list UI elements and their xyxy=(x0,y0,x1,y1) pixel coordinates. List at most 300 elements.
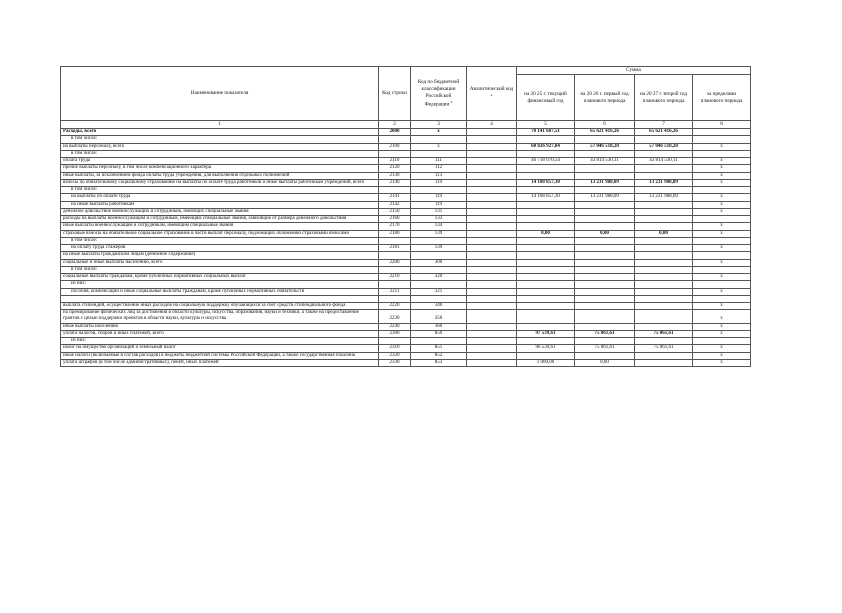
row-budget-code: 340 xyxy=(411,302,467,309)
row-budget-code: x xyxy=(411,129,467,136)
row-line-code: 2200 xyxy=(379,259,411,266)
row-name: расходы на выплаты военнослужащим и сотрудникам, имеющим специальные звания, зависящие от размера денежного довольствия xyxy=(61,216,379,223)
row-budget-code xyxy=(411,266,467,273)
row-value-first xyxy=(575,266,635,273)
row-analytic-code xyxy=(467,338,517,345)
row-line-code xyxy=(379,136,411,143)
row-value-current xyxy=(517,187,575,194)
row-value-second xyxy=(635,136,693,143)
row-value-second xyxy=(635,237,693,244)
table-row xyxy=(61,302,751,309)
row-line-code xyxy=(379,295,411,302)
row-value-first xyxy=(575,136,635,143)
row-value-first xyxy=(575,223,635,230)
row-value-beyond: x xyxy=(693,259,751,266)
row-name: иные налоги (включаемые в состав расходов) в бюджеты бюджетной системы Российской Федерации, а также государственная пошлина xyxy=(61,352,379,359)
table-row xyxy=(61,187,751,194)
row-value-first xyxy=(575,150,635,157)
row-line-code: 2211 xyxy=(379,288,411,295)
row-value-second: 57 046 518,20 xyxy=(635,143,693,150)
row-line-code xyxy=(379,237,411,244)
row-value-beyond: x xyxy=(693,230,751,237)
row-line-code xyxy=(379,338,411,345)
row-value-first xyxy=(575,201,635,208)
footnote-mark: 3 xyxy=(450,99,453,104)
row-budget-code xyxy=(411,295,467,302)
row-value-current xyxy=(517,302,575,309)
row-budget-code: 139 xyxy=(411,230,467,237)
row-line-code: 2110 xyxy=(379,158,411,165)
row-name: в том числе: xyxy=(61,237,379,244)
row-line-code: 2210 xyxy=(379,274,411,281)
row-value-second xyxy=(635,208,693,215)
row-value-beyond: x xyxy=(693,223,751,230)
table-row xyxy=(61,208,751,215)
row-name: уплата налогов, сборов и иных платежей, всего xyxy=(61,330,379,337)
table-row xyxy=(61,172,751,179)
row-name: Расходы, всего xyxy=(61,129,379,136)
row-value-first: 0,00 xyxy=(575,230,635,237)
row-budget-code: 112 xyxy=(411,165,467,172)
header-name: Наименование показателя xyxy=(61,67,379,121)
header-line-code: Код строки xyxy=(379,67,411,121)
row-name: социальные выплаты гражданам, кроме публичных нормативных социальных выплат xyxy=(61,274,379,281)
row-value-first xyxy=(575,274,635,281)
row-budget-code: 851 xyxy=(411,345,467,352)
row-budget-code: 350 xyxy=(411,310,467,324)
row-budget-code: 134 xyxy=(411,223,467,230)
row-value-beyond: x xyxy=(693,302,751,309)
row-budget-code xyxy=(411,136,467,143)
row-value-first xyxy=(575,338,635,345)
row-name: в том числе: xyxy=(61,136,379,143)
row-budget-code: 139 xyxy=(411,245,467,252)
table-row xyxy=(61,266,751,273)
row-value-current xyxy=(517,245,575,252)
row-value-beyond: x xyxy=(693,179,751,186)
row-budget-code: 853 xyxy=(411,359,467,366)
row-value-first: 65 621 416,26 xyxy=(575,129,635,136)
row-value-second xyxy=(635,165,693,172)
row-name: страховые взносы на обязательное социальное страхование в части выплат персоналу, подлежащих обложению страховыми взносами xyxy=(61,230,379,237)
row-value-current xyxy=(517,252,575,259)
row-line-code: 2170 xyxy=(379,223,411,230)
row-analytic-code xyxy=(467,216,517,223)
row-value-beyond xyxy=(693,338,751,345)
row-analytic-code xyxy=(467,158,517,165)
row-value-current xyxy=(517,237,575,244)
table-row xyxy=(61,323,751,330)
row-value-first xyxy=(575,281,635,288)
row-value-beyond xyxy=(693,129,751,136)
table-body xyxy=(61,129,751,367)
col-number: 1 xyxy=(61,121,379,129)
col-number: 4 xyxy=(467,121,517,129)
row-value-second xyxy=(635,359,693,366)
row-analytic-code xyxy=(467,165,517,172)
row-value-first xyxy=(575,208,635,215)
col-number: 8 xyxy=(693,121,751,129)
row-analytic-code xyxy=(467,194,517,201)
row-analytic-code xyxy=(467,288,517,295)
row-line-code xyxy=(379,252,411,259)
row-name: на выплаты персоналу, всего xyxy=(61,143,379,150)
row-value-current: 14 108 857,30 xyxy=(517,194,575,201)
col-number: 7 xyxy=(635,121,693,129)
row-budget-code: 852 xyxy=(411,352,467,359)
row-name: в том числе: xyxy=(61,150,379,157)
row-line-code: 2240 xyxy=(379,323,411,330)
row-value-beyond: x xyxy=(693,310,751,324)
row-value-current: 60 826 927,84 xyxy=(517,143,575,150)
row-line-code: 2120 xyxy=(379,165,411,172)
row-budget-code: 320 xyxy=(411,274,467,281)
row-analytic-code xyxy=(467,172,517,179)
row-value-second xyxy=(635,252,693,259)
row-value-second: 13 231 988,09 xyxy=(635,179,693,186)
row-value-current xyxy=(517,352,575,359)
row-line-code: 2220 xyxy=(379,302,411,309)
row-budget-code: 850 xyxy=(411,330,467,337)
row-line-code xyxy=(379,281,411,288)
row-value-second xyxy=(635,288,693,295)
row-value-first: 13 231 988,09 xyxy=(575,194,635,201)
row-value-first: 75 061,61 xyxy=(575,345,635,352)
table-row xyxy=(61,230,751,237)
row-budget-code: 111 xyxy=(411,158,467,165)
row-value-beyond: x xyxy=(693,330,751,337)
row-value-first: 57 046 518,20 xyxy=(575,143,635,150)
row-analytic-code xyxy=(467,208,517,215)
row-name: налог на имущество организаций и земельный налог xyxy=(61,345,379,352)
row-value-second xyxy=(635,266,693,273)
row-budget-code xyxy=(411,252,467,259)
row-value-second: 13 231 988,09 xyxy=(635,194,693,201)
row-line-code: 2310 xyxy=(379,345,411,352)
row-value-beyond xyxy=(693,281,751,288)
row-value-current: 14 108 857,30 xyxy=(517,179,575,186)
row-budget-code: 300 xyxy=(411,259,467,266)
table-row xyxy=(61,165,751,172)
row-value-second xyxy=(635,274,693,281)
table-row xyxy=(61,345,751,352)
row-value-current xyxy=(517,288,575,295)
row-value-current: 46 718 070,54 xyxy=(517,158,575,165)
table-row xyxy=(61,359,751,366)
row-value-second xyxy=(635,295,693,302)
table-row xyxy=(61,201,751,208)
row-value-current xyxy=(517,310,575,324)
row-value-current xyxy=(517,259,575,266)
header-beyond-plan: за пределами планового периода xyxy=(693,75,751,121)
row-analytic-code xyxy=(467,295,517,302)
row-value-first: 75 061,61 xyxy=(575,330,635,337)
row-line-code: 2100 xyxy=(379,143,411,150)
row-analytic-code xyxy=(467,129,517,136)
row-line-code: 2150 xyxy=(379,208,411,215)
row-value-beyond: x xyxy=(693,345,751,352)
row-value-current xyxy=(517,338,575,345)
row-analytic-code xyxy=(467,237,517,244)
row-budget-code xyxy=(411,150,467,157)
row-value-first xyxy=(575,259,635,266)
row-value-beyond: x xyxy=(693,288,751,295)
row-value-beyond: x xyxy=(693,208,751,215)
row-value-beyond: x xyxy=(693,323,751,330)
row-value-second: 0,00 xyxy=(635,230,693,237)
row-value-second: 43 814 530,11 xyxy=(635,158,693,165)
row-line-code: 2180 xyxy=(379,230,411,237)
table-row xyxy=(61,129,751,136)
header-first-plan-year: на 20 26 г. первый год планового периода xyxy=(575,75,635,121)
row-value-second xyxy=(635,216,693,223)
row-value-beyond xyxy=(693,187,751,194)
row-analytic-code xyxy=(467,259,517,266)
row-analytic-code xyxy=(467,266,517,273)
header-current-year: на 20 25 г. текущий финансовый год xyxy=(517,75,575,121)
row-analytic-code xyxy=(467,223,517,230)
row-name: на премирование физических лиц за достижения в области культуры, искусства, образования, науки и техники, а также на предоставление грантов с целью поддержки проектов в области науки, культуры и искусства xyxy=(61,310,379,324)
row-analytic-code xyxy=(467,136,517,143)
row-name: оплата труда xyxy=(61,158,379,165)
table-row xyxy=(61,143,751,150)
row-line-code: 2181 xyxy=(379,245,411,252)
table-row xyxy=(61,252,751,259)
table-row xyxy=(61,338,751,345)
header-second-plan-year: на 20 27 г. второй год планового периода xyxy=(635,75,693,121)
row-value-current: 97 539,61 xyxy=(517,330,575,337)
row-value-second xyxy=(635,323,693,330)
row-analytic-code xyxy=(467,230,517,237)
row-analytic-code xyxy=(467,359,517,366)
row-line-code: 2230 xyxy=(379,310,411,324)
table-row xyxy=(61,237,751,244)
row-value-first xyxy=(575,187,635,194)
row-value-first xyxy=(575,310,635,324)
table-row xyxy=(61,136,751,143)
row-name: прочие выплаты персоналу, в том числе компенсационного характера xyxy=(61,165,379,172)
row-analytic-code xyxy=(467,187,517,194)
row-value-current: 96 539,61 xyxy=(517,345,575,352)
table-row xyxy=(61,245,751,252)
row-line-code: 2300 xyxy=(379,330,411,337)
row-value-second xyxy=(635,172,693,179)
row-name: пособия, компенсации и иные социальные выплаты гражданам, кроме публичных нормативных обязательств xyxy=(61,288,379,295)
col-number: 2 xyxy=(379,121,411,129)
row-budget-code: 119 xyxy=(411,201,467,208)
row-value-first xyxy=(575,216,635,223)
row-value-current: 1 000,00 xyxy=(517,359,575,366)
row-name: из них: xyxy=(61,281,379,288)
row-line-code: 2130 xyxy=(379,172,411,179)
row-analytic-code xyxy=(467,150,517,157)
table-row xyxy=(61,158,751,165)
header-budget-code: Код по бюджетной классификации Российской Федерации $^3$ xyxy=(411,67,467,121)
row-line-code xyxy=(379,266,411,273)
row-budget-code: 360 xyxy=(411,323,467,330)
row-value-first xyxy=(575,352,635,359)
row-value-beyond: x xyxy=(693,194,751,201)
row-name: из них: xyxy=(61,338,379,345)
row-value-first xyxy=(575,172,635,179)
row-analytic-code xyxy=(467,201,517,208)
row-budget-code: 113 xyxy=(411,172,467,179)
row-analytic-code xyxy=(467,274,517,281)
row-line-code: 2160 xyxy=(379,216,411,223)
row-value-current xyxy=(517,201,575,208)
row-value-beyond: x xyxy=(693,172,751,179)
row-name: взносы по обязательному социальному страхованию на выплаты по оплате труда работников и иные выплаты работникам учреждений, всего xyxy=(61,179,379,186)
row-value-beyond: x xyxy=(693,274,751,281)
row-value-beyond xyxy=(693,150,751,157)
row-name: в том числе: xyxy=(61,266,379,273)
row-budget-code: 133 xyxy=(411,216,467,223)
row-value-first xyxy=(575,295,635,302)
row-analytic-code xyxy=(467,252,517,259)
row-value-first xyxy=(575,302,635,309)
row-value-beyond xyxy=(693,266,751,273)
row-value-beyond: x xyxy=(693,158,751,165)
row-value-second xyxy=(635,223,693,230)
row-value-first xyxy=(575,237,635,244)
row-analytic-code xyxy=(467,345,517,352)
row-value-second xyxy=(635,310,693,324)
row-line-code: 2141 xyxy=(379,194,411,201)
row-value-current xyxy=(517,208,575,215)
row-value-second xyxy=(635,281,693,288)
row-budget-code xyxy=(411,281,467,288)
table-row xyxy=(61,150,751,157)
row-value-first xyxy=(575,252,635,259)
table-row xyxy=(61,223,751,230)
row-budget-code: 131 xyxy=(411,208,467,215)
row-value-beyond: x xyxy=(693,352,751,359)
row-value-beyond xyxy=(693,252,751,259)
row-value-beyond: x xyxy=(693,359,751,366)
row-value-beyond xyxy=(693,136,751,143)
row-name: денежное довольствие военнослужащих и сотрудников, имеющих специальные звания xyxy=(61,208,379,215)
col-number: 5 xyxy=(517,121,575,129)
row-value-first xyxy=(575,245,635,252)
table-row xyxy=(61,216,751,223)
row-value-second xyxy=(635,187,693,194)
row-value-second: 65 621 416,26 xyxy=(635,129,693,136)
row-value-first xyxy=(575,165,635,172)
row-budget-code: 119 xyxy=(411,179,467,186)
table-row xyxy=(61,352,751,359)
row-value-current xyxy=(517,136,575,143)
row-value-beyond xyxy=(693,237,751,244)
header-sum-group: Сумма xyxy=(517,67,751,75)
col-number: 6 xyxy=(575,121,635,129)
row-value-second xyxy=(635,201,693,208)
row-value-first: 0,00 xyxy=(575,359,635,366)
row-value-second xyxy=(635,338,693,345)
row-value-beyond: x xyxy=(693,143,751,150)
row-value-beyond: x xyxy=(693,201,751,208)
row-analytic-code xyxy=(467,310,517,324)
table-row xyxy=(61,295,751,302)
row-name: социальные и иные выплаты населению, всего xyxy=(61,259,379,266)
row-budget-code xyxy=(411,338,467,345)
row-budget-code xyxy=(411,237,467,244)
row-value-beyond xyxy=(693,216,751,223)
row-name xyxy=(61,295,379,302)
row-value-second xyxy=(635,259,693,266)
row-budget-code: x xyxy=(411,143,467,150)
table-row xyxy=(61,330,751,337)
row-value-second xyxy=(635,302,693,309)
row-analytic-code xyxy=(467,302,517,309)
row-value-current xyxy=(517,150,575,157)
row-value-second: 75 061,61 xyxy=(635,330,693,337)
row-value-current xyxy=(517,323,575,330)
row-value-current xyxy=(517,172,575,179)
header-analytic-code: Аналитический код $^4$ xyxy=(467,67,517,121)
row-value-current xyxy=(517,266,575,273)
row-budget-code: 321 xyxy=(411,288,467,295)
row-value-current xyxy=(517,274,575,281)
row-name: иные выплаты военнослужащим и сотрудникам, имеющим специальные звания xyxy=(61,223,379,230)
row-analytic-code xyxy=(467,323,517,330)
row-value-second xyxy=(635,150,693,157)
row-value-current xyxy=(517,223,575,230)
row-line-code: 2330 xyxy=(379,359,411,366)
row-name: на оплату труда стажеров xyxy=(61,245,379,252)
table-row xyxy=(61,281,751,288)
row-value-second: 75 061,61 xyxy=(635,345,693,352)
row-value-current xyxy=(517,295,575,302)
footnote-mark: 4 xyxy=(490,92,493,97)
row-value-first xyxy=(575,288,635,295)
row-name: в том числе: xyxy=(61,187,379,194)
row-value-current xyxy=(517,216,575,223)
row-value-current: 0,00 xyxy=(517,230,575,237)
row-value-beyond: x xyxy=(693,245,751,252)
row-value-current xyxy=(517,281,575,288)
table-row xyxy=(61,310,751,324)
row-value-second xyxy=(635,352,693,359)
row-line-code: 2142 xyxy=(379,201,411,208)
row-name: иные выплаты, за исключением фонда оплаты труда учреждения, для выполнения отдельных полномочий xyxy=(61,172,379,179)
row-budget-code xyxy=(411,187,467,194)
row-line-code: 2320 xyxy=(379,352,411,359)
row-value-beyond: x xyxy=(693,165,751,172)
row-analytic-code xyxy=(467,330,517,337)
row-analytic-code xyxy=(467,245,517,252)
row-name: иные выплаты населению xyxy=(61,323,379,330)
row-line-code xyxy=(379,150,411,157)
row-name: на иные выплаты гражданским лицам (денежное содержание) xyxy=(61,252,379,259)
table-row xyxy=(61,259,751,266)
row-value-first: 43 814 530,11 xyxy=(575,158,635,165)
table-row xyxy=(61,274,751,281)
row-line-code: 2000 xyxy=(379,129,411,136)
table-row xyxy=(61,194,751,201)
row-value-current: 70 141 687,51 xyxy=(517,129,575,136)
row-line-code xyxy=(379,187,411,194)
row-name: на иные выплаты работникам xyxy=(61,201,379,208)
row-budget-code: 119 xyxy=(411,194,467,201)
expenses-table xyxy=(60,66,751,367)
row-value-first: 13 231 988,09 xyxy=(575,179,635,186)
row-value-second xyxy=(635,245,693,252)
row-name: на выплаты по оплате труда xyxy=(61,194,379,201)
row-analytic-code xyxy=(467,352,517,359)
row-line-code: 2140 xyxy=(379,179,411,186)
table-row xyxy=(61,179,751,186)
row-analytic-code xyxy=(467,179,517,186)
